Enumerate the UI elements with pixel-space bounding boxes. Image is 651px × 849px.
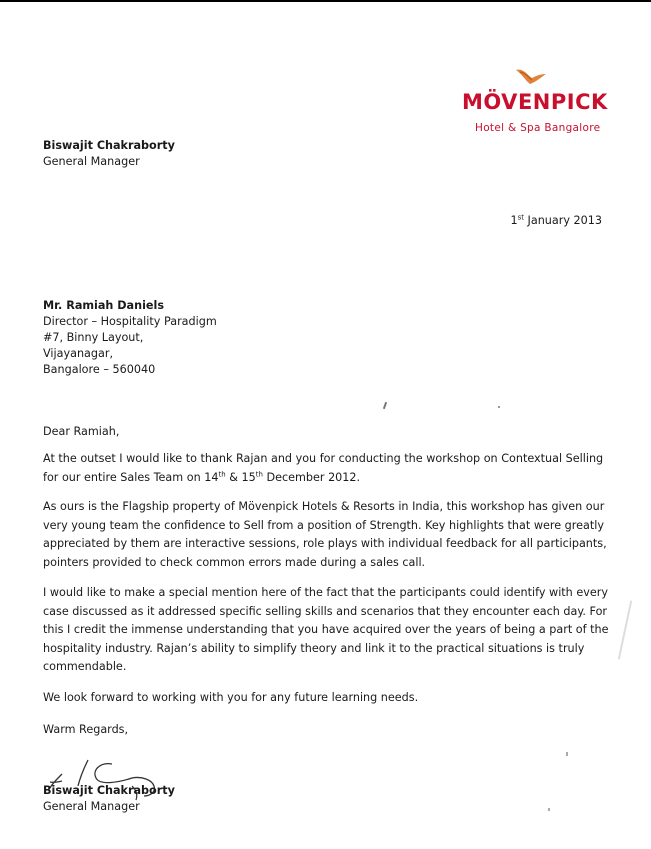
date-rest: January 2013 bbox=[524, 214, 602, 227]
para1-text: December 2012. bbox=[262, 470, 361, 484]
salutation: Dear Ramiah, bbox=[43, 425, 120, 438]
body-paragraph-3: I would like to make a special mention here of the fact that the participants could identify with every case discussed as it addressed specific selling skills and scenarios that they encounter each day. For this I credit the immense understanding that you have acquired over the years of being a part of the hospitality industry. Rajan’s ability to simplify theory and link it to the practical situations is truly commendable. bbox=[43, 586, 609, 673]
para1-sup: th bbox=[218, 469, 226, 478]
signatory-name: Biswajit Chakraborty bbox=[43, 784, 175, 797]
recipient-line: Director – Hospitality Paradigm bbox=[43, 315, 217, 328]
scan-speck bbox=[383, 402, 387, 409]
sender-title: General Manager bbox=[43, 155, 140, 168]
scan-speck bbox=[498, 406, 500, 408]
letter-date bbox=[490, 214, 602, 227]
para1-text: & 15 bbox=[225, 470, 256, 484]
date-day: 1 bbox=[510, 214, 518, 227]
top-border bbox=[0, 0, 651, 2]
scan-speck bbox=[566, 752, 568, 756]
bird-icon bbox=[510, 64, 550, 88]
movenpick-logo bbox=[462, 64, 612, 140]
recipient-line: Bangalore – 560040 bbox=[43, 363, 156, 376]
para1-sup: th bbox=[255, 469, 263, 478]
body-paragraph-2: As ours is the Flagship property of Mövenpick Hotels & Resorts in India, this workshop has given our very young team the confidence to Sell from a position of Strength. Key highlights that were greatly appreciated by them are interactive sessions, role plays with individual feedback for all participants, pointers provided to check common errors made during a sales call. bbox=[43, 500, 607, 569]
body-paragraph-1 bbox=[43, 450, 618, 487]
signatory-title: General Manager bbox=[43, 800, 140, 813]
scan-speck bbox=[548, 808, 550, 811]
recipient-name: Mr. Ramiah Daniels bbox=[43, 299, 164, 312]
recipient-line: #7, Binny Layout, bbox=[43, 331, 144, 344]
sender-name: Biswajit Chakraborty bbox=[43, 139, 175, 152]
recipient-line: Vijayanagar, bbox=[43, 347, 114, 360]
para1-text: At the outset I would like to thank Rajan and you for conducting the workshop on Contextual Selling for our entire Sales Team on 14 bbox=[43, 452, 604, 484]
body-paragraph-4: We look forward to working with you for any future learning needs. bbox=[43, 691, 419, 704]
logo-subtitle: Hotel & Spa Bangalore bbox=[475, 122, 601, 134]
closing: Warm Regards, bbox=[43, 723, 129, 736]
scan-speck bbox=[618, 600, 632, 659]
date-suffix: st bbox=[517, 213, 524, 222]
logo-brand: MÖVENPICK bbox=[462, 90, 608, 114]
